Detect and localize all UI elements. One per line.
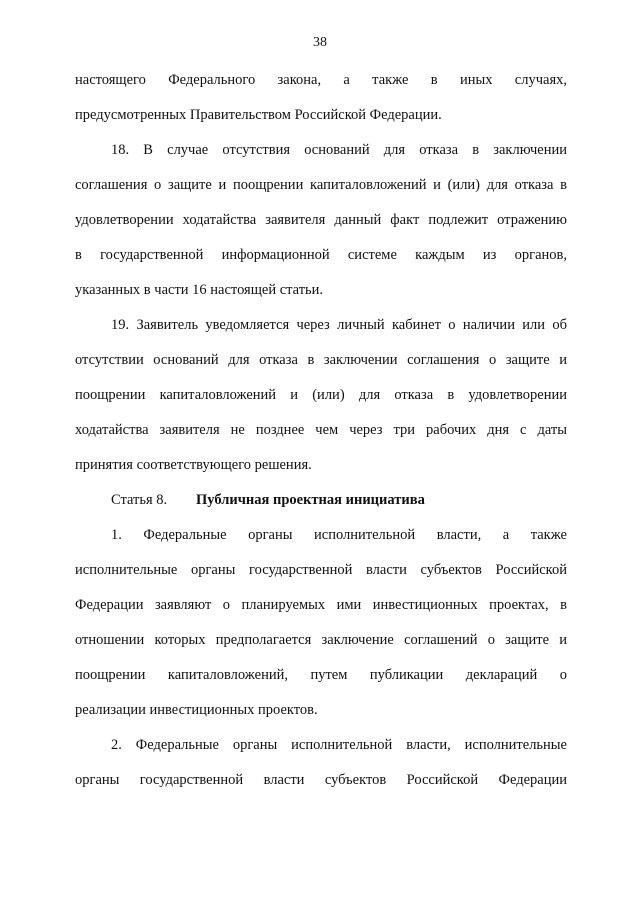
text-line: настоящего Федерального закона, а также в иных случаях, <box>75 72 567 88</box>
text-line: 2. Федеральные органы исполнительной власти, исполнительные <box>111 737 567 753</box>
text-line: поощрении капиталовложений, путем публикации деклараций о <box>75 667 567 683</box>
text-line: поощрении капиталовложений и (или) для отказа в удовлетворении <box>75 387 567 403</box>
text-line: удовлетворении ходатайства заявителя данный факт подлежит отражению <box>75 212 567 228</box>
paragraph-18 <box>75 140 567 301</box>
text-line: соглашения о защите и поощрении капиталовложений и (или) для отказа в <box>75 177 567 193</box>
text-line: отсутствии оснований для отказа в заключении соглашения о защите и <box>75 352 567 368</box>
text-line: принятия соответствующего решения. <box>75 457 312 473</box>
document-body <box>75 70 567 791</box>
article-paragraph-1 <box>75 525 567 721</box>
text-line: указанных в части 16 настоящей статьи. <box>75 282 324 298</box>
text-line: ходатайства заявителя не позднее чем через три рабочих дня с даты <box>75 422 567 438</box>
text-line: 18. В случае отсутствия оснований для отказа в заключении <box>111 142 567 158</box>
text-line: предусмотренных Правительством Российской Федерации. <box>75 107 442 123</box>
paragraph-19 <box>75 315 567 476</box>
text-line: органы государственной власти субъектов Российской Федерации <box>75 772 567 788</box>
text-line: реализации инвестиционных проектов. <box>75 702 318 718</box>
article-title: Публичная проектная инициатива <box>196 492 425 508</box>
page-number: 38 <box>313 35 327 50</box>
text-line: Федерации заявляют о планируемых ими инвестиционных проектах, в <box>75 597 567 613</box>
text-line: 19. Заявитель уведомляется через личный кабинет о наличии или об <box>111 317 567 333</box>
text-line: 1. Федеральные органы исполнительной власти, а также <box>111 527 567 543</box>
article-heading <box>75 490 567 511</box>
paragraph-continuation <box>75 70 567 126</box>
article-label: Статья 8. <box>111 492 168 508</box>
text-line: исполнительные органы государственной власти субъектов Российской <box>75 562 567 578</box>
text-line: в государственной информационной системе каждым из органов, <box>75 247 567 263</box>
article-paragraph-2 <box>75 735 567 791</box>
text-line: отношении которых предполагается заключение соглашений о защите и <box>75 632 567 648</box>
